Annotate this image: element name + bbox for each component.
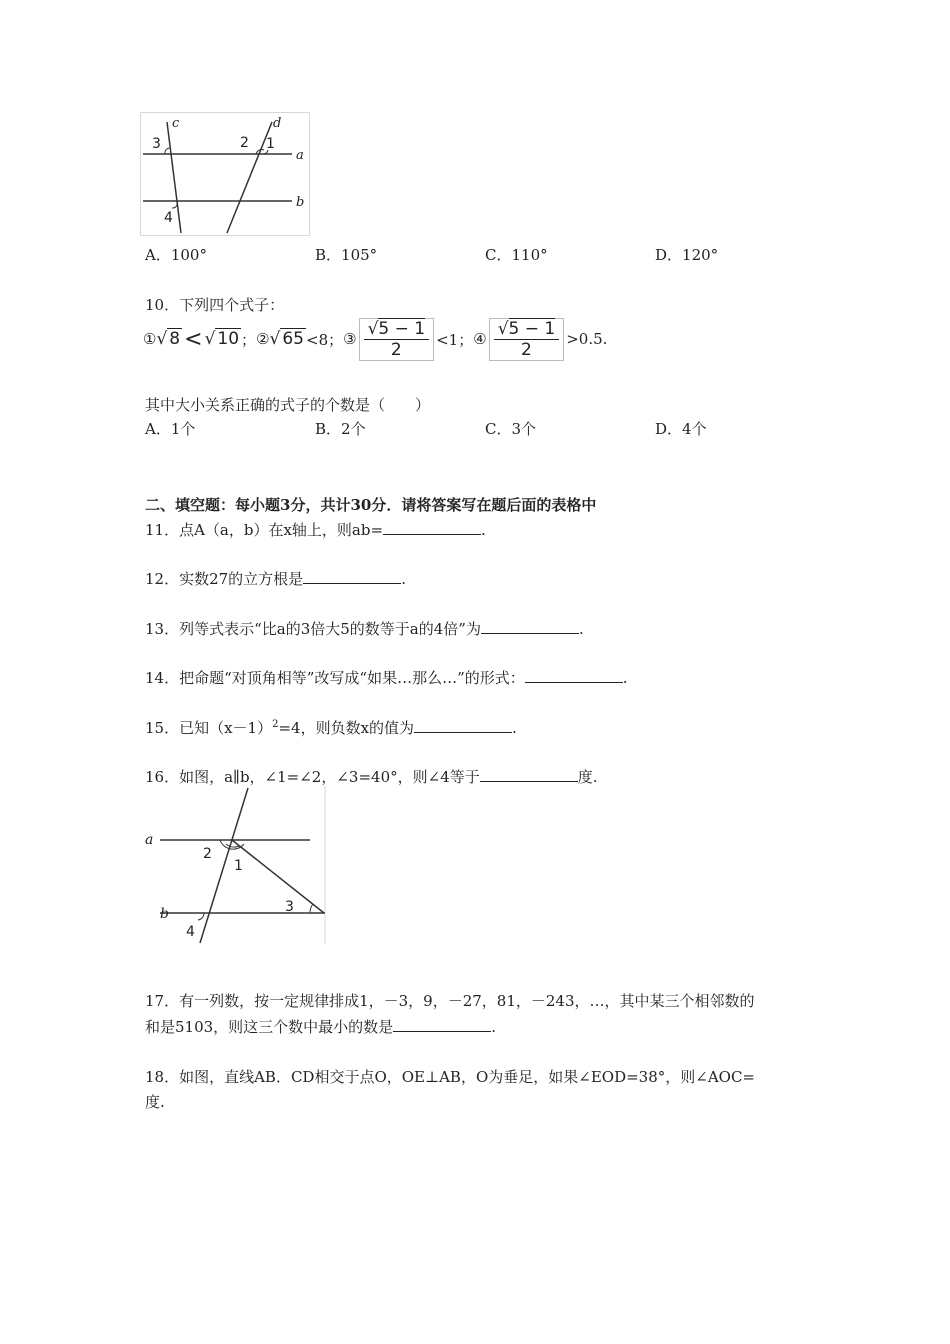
- q10-e2-rad: √ 65: [269, 329, 304, 349]
- label-3: 3: [285, 899, 294, 915]
- label-2: 2: [240, 135, 249, 151]
- q17-end: .: [491, 1018, 496, 1036]
- label-b: b: [296, 195, 305, 210]
- q10-option-b[interactable]: B．2个: [315, 420, 366, 438]
- label-1: 1: [234, 858, 243, 874]
- q12-end: .: [401, 570, 406, 588]
- label-4: 4: [186, 924, 195, 940]
- q9-option-c[interactable]: C．110°: [485, 246, 548, 264]
- q10-e2-mark: ②: [256, 330, 270, 348]
- q10-e3-fraction: [359, 318, 435, 361]
- q13-end: .: [578, 620, 584, 638]
- section-2-heading: 二、填空题：每小题3分，共计30分．请将答案写在题后面的表格中: [145, 496, 597, 514]
- label-d: d: [273, 116, 282, 131]
- q16-text: 16．如图，a∥b，∠1=∠2，∠3=40°，则∠4等于: [145, 768, 480, 786]
- label-a: a: [145, 832, 154, 848]
- q14-answer-blank[interactable]: [525, 668, 623, 683]
- angle-3-arc: [310, 904, 313, 913]
- q10-e4-mark: ④: [473, 330, 487, 348]
- q14-text: 14．把命题“对顶角相等”改写成“如果…那么…”的形式：: [145, 669, 525, 687]
- angle-4-arc: [198, 913, 204, 920]
- label-2: 2: [203, 846, 212, 862]
- q9-option-a[interactable]: A．100°: [145, 246, 207, 264]
- q10-question: 其中大小关系正确的式子的个数是（ ）: [145, 396, 431, 414]
- q18-line-2: 度.: [145, 1093, 165, 1111]
- label-c: c: [172, 116, 180, 131]
- q10-option-a[interactable]: A．1个: [145, 420, 196, 438]
- q10-e1-mark: ①: [143, 330, 157, 348]
- q10-e1-left: √ 8: [156, 329, 181, 349]
- label-3: 3: [152, 136, 161, 152]
- q10-e2-rest: <8；: [306, 330, 344, 349]
- q15: [145, 717, 517, 738]
- q17-line-2: [145, 1016, 496, 1037]
- q10-e3-mark: ③: [343, 330, 357, 348]
- q10-e1-right: √ 10: [204, 329, 240, 349]
- figure-q9: [140, 112, 310, 236]
- q15-text-2: =4，则负数x的值为: [278, 719, 415, 737]
- q10-e3-rest: <1；: [436, 330, 474, 349]
- q10-sep1: ；: [241, 330, 257, 349]
- q16: [145, 766, 598, 787]
- q10-e4-fraction: [489, 318, 565, 361]
- q15-end: .: [512, 719, 517, 737]
- q16-end: 度.: [577, 768, 598, 786]
- q10-e1-op: <: [184, 326, 203, 352]
- q12-text: 12．实数27的立方根是: [145, 570, 304, 588]
- q11: [145, 519, 486, 540]
- label-a: a: [296, 148, 304, 163]
- label-b: b: [160, 906, 169, 922]
- q13-answer-blank[interactable]: [481, 619, 579, 634]
- fraction-numerator: √5 − 1: [364, 319, 430, 340]
- q11-answer-blank[interactable]: [383, 520, 481, 535]
- q11-text: 11．点A（a，b）在x轴上，则ab=: [145, 521, 384, 539]
- q14: [145, 667, 628, 688]
- figure-q16: [140, 786, 330, 946]
- q14-end: .: [622, 669, 628, 687]
- q15-answer-blank[interactable]: [414, 718, 512, 733]
- q10-prompt: 10．下列四个式子：: [145, 296, 285, 314]
- q9-option-d[interactable]: D．120°: [655, 246, 719, 264]
- q10-e4-rest: >0.5.: [566, 330, 608, 348]
- angle-3-arc: [165, 148, 170, 154]
- q10-expressions: [143, 313, 607, 365]
- q17-text: 和是5103，则这三个数中最小的数是: [145, 1018, 394, 1036]
- q15-exponent: 2: [272, 719, 279, 730]
- q10-option-d[interactable]: D．4个: [655, 420, 707, 438]
- segment-to-b: [232, 840, 324, 913]
- q11-end: .: [481, 521, 486, 539]
- q17-line-1: 17．有一列数，按一定规律排成1，－3，9，－27，81，－243，…，其中某三个相邻数的: [145, 992, 755, 1010]
- label-1: 1: [266, 136, 275, 152]
- q10-option-c[interactable]: C．3个: [485, 420, 537, 438]
- q18-line-1: 18．如图，直线AB．CD相交于点O，OE⊥AB，O为垂足，如果∠EOD=38°，则∠AOC=: [145, 1068, 755, 1086]
- q13: [145, 618, 584, 639]
- q12: [145, 568, 406, 589]
- q12-answer-blank[interactable]: [303, 569, 401, 584]
- q16-answer-blank[interactable]: [480, 767, 578, 782]
- label-4: 4: [164, 210, 173, 226]
- fraction-numerator: √5 − 1: [494, 319, 560, 340]
- q13-text: 13．列等式表示“比a的3倍大5的数等于a的4倍”为: [145, 620, 481, 638]
- q9-option-b[interactable]: B．105°: [315, 246, 378, 264]
- q15-text: 15．已知（x－1）: [145, 719, 273, 737]
- fraction-denominator: 2: [390, 339, 402, 360]
- q17-answer-blank[interactable]: [393, 1017, 491, 1032]
- fraction-denominator: 2: [521, 339, 532, 360]
